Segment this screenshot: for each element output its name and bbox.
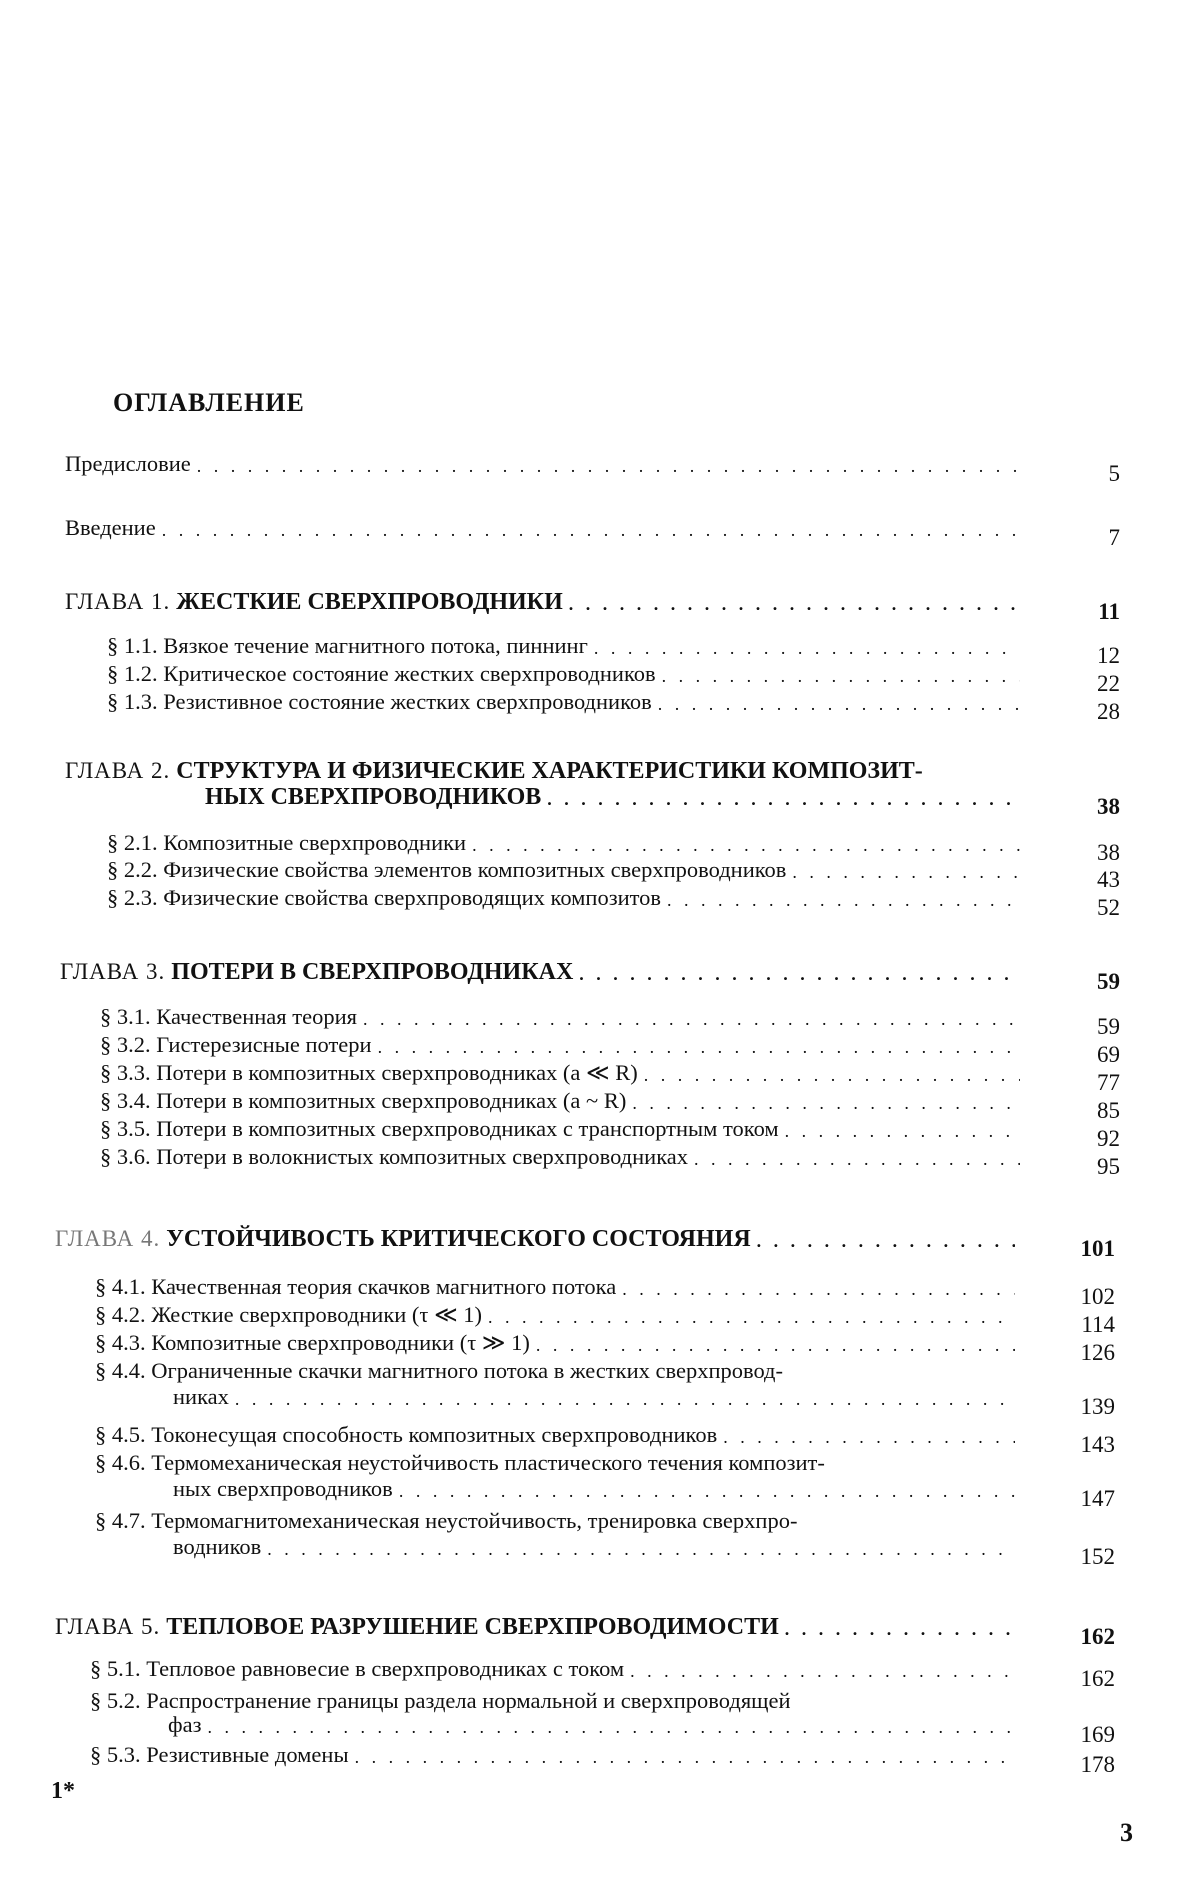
- toc-section-3-3[interactable]: [100, 1056, 1030, 1086]
- toc-section-3-1[interactable]: [100, 1000, 1030, 1030]
- page-ref: 38: [1050, 840, 1120, 866]
- toc-section-4-5[interactable]: [95, 1418, 1025, 1448]
- section-number: § 4.2.: [95, 1302, 146, 1327]
- toc-section-4-7[interactable]: [173, 1530, 1025, 1560]
- section-title: Потери в композитных сверхпроводниках (a ~ R): [156, 1088, 626, 1113]
- toc-chapter-4[interactable]: [55, 1222, 1025, 1252]
- section-title: Качественная теория скачков магнитного потока: [151, 1274, 616, 1299]
- toc-section-4-3[interactable]: [95, 1326, 1025, 1356]
- section-number: § 1.1.: [107, 633, 158, 658]
- page-ref: 5: [1050, 461, 1120, 487]
- toc-section-1-3[interactable]: [107, 685, 1030, 715]
- section-number: § 3.2.: [100, 1032, 151, 1057]
- leader-dots: [594, 637, 1020, 659]
- page-ref: 178: [1045, 1752, 1115, 1778]
- section-title: Токонесущая способность композитных сверхпроводников: [151, 1422, 717, 1447]
- leader-dots: [694, 1148, 1020, 1170]
- leader-dots: [667, 889, 1020, 911]
- page-ref: 114: [1045, 1312, 1115, 1338]
- chapter-label: ГЛАВА 1.: [65, 589, 170, 614]
- section-title: Резистивные домены: [146, 1742, 348, 1767]
- toc-section-3-5[interactable]: [100, 1112, 1030, 1142]
- page-ref: 162: [1045, 1666, 1115, 1692]
- entry-title: Предисловие: [65, 451, 191, 477]
- leader-dots: [235, 1388, 1015, 1410]
- leader-dots: [579, 963, 1020, 985]
- section-number: § 4.4.: [95, 1358, 146, 1383]
- page-ref: 69: [1050, 1042, 1120, 1068]
- section-number: § 2.2.: [107, 857, 158, 882]
- toc-chapter-3[interactable]: [60, 955, 1030, 985]
- toc-section-1-1[interactable]: [107, 629, 1030, 659]
- chapter-title-line1: СТРУКТУРА И ФИЗИЧЕСКИЕ ХАРАКТЕРИСТИКИ КОМПОЗИТ-: [176, 758, 922, 784]
- toc-section-4-6[interactable]: [173, 1472, 1025, 1502]
- page-ref: 52: [1050, 895, 1120, 921]
- chapter-title: УСТОЙЧИВОСТЬ КРИТИЧЕСКОГО СОСТОЯНИЯ: [166, 1226, 750, 1252]
- toc-section-3-4[interactable]: [100, 1084, 1030, 1114]
- page-ref: 85: [1050, 1098, 1120, 1124]
- section-number: § 3.5.: [100, 1116, 151, 1141]
- toc-section-2-1[interactable]: [107, 826, 1030, 856]
- leader-dots: [662, 665, 1020, 687]
- page-ref: 59: [1050, 969, 1120, 995]
- section-title-line1: Ограниченные скачки магнитного потока в жестких сверхпровод-: [151, 1358, 783, 1383]
- section-title-line2: водников: [173, 1534, 261, 1560]
- toc-entry-intro[interactable]: [65, 511, 1030, 541]
- page-ref: 126: [1045, 1340, 1115, 1366]
- section-title: Вязкое течение магнитного потока, пиннинг: [163, 633, 588, 658]
- leader-dots: [488, 1306, 1015, 1328]
- section-number: § 5.2.: [90, 1688, 141, 1713]
- toc-section-4-4[interactable]: [173, 1380, 1025, 1410]
- leader-dots: [630, 1660, 1015, 1682]
- leader-dots: [267, 1538, 1015, 1560]
- page-ref: 59: [1050, 1014, 1120, 1040]
- page-ref: 152: [1045, 1544, 1115, 1570]
- toc-section-2-2[interactable]: [107, 853, 1030, 883]
- section-title: Композитные сверхпроводники (τ ≫ 1): [151, 1330, 530, 1355]
- section-title: Критическое состояние жестких сверхпроводников: [163, 661, 655, 686]
- toc-section-4-1[interactable]: [95, 1270, 1025, 1300]
- section-number: § 5.3.: [90, 1742, 141, 1767]
- leader-dots: [658, 693, 1020, 715]
- section-title: Физические свойства сверхпроводящих композитов: [163, 885, 661, 910]
- section-title: Качественная теория: [156, 1004, 357, 1029]
- entry-title: Введение: [65, 515, 156, 541]
- section-number: § 5.1.: [90, 1656, 141, 1681]
- leader-dots: [162, 519, 1020, 541]
- page-ref: 7: [1050, 525, 1120, 551]
- toc-section-5-2[interactable]: [168, 1708, 1025, 1738]
- leader-dots: [207, 1716, 1015, 1738]
- toc-title: ОГЛАВЛЕНИЕ: [113, 388, 305, 418]
- chapter-label: ГЛАВА 5.: [55, 1614, 160, 1639]
- page-ref: 11: [1050, 599, 1120, 625]
- leader-dots: [785, 1618, 1015, 1640]
- page-ref: 38: [1050, 794, 1120, 820]
- leader-dots: [622, 1278, 1015, 1300]
- chapter-title-line2: НЫХ СВЕРХПРОВОДНИКОВ: [205, 784, 541, 810]
- section-number: § 4.6.: [95, 1450, 146, 1475]
- section-title: Потери в волокнистых композитных сверхпроводниках: [156, 1144, 688, 1169]
- section-title: Физические свойства элементов композитных сверхпроводников: [163, 857, 786, 882]
- section-title-line2: никах: [173, 1384, 229, 1410]
- section-number: § 3.4.: [100, 1088, 151, 1113]
- page-ref: 169: [1045, 1722, 1115, 1748]
- section-number: § 3.1.: [100, 1004, 151, 1029]
- leader-dots: [792, 861, 1020, 883]
- section-title: Гистерезисные потери: [156, 1032, 371, 1057]
- section-number: § 4.3.: [95, 1330, 146, 1355]
- section-title-line1: Термомеханическая неустойчивость пластического течения композит-: [151, 1450, 825, 1475]
- leader-dots: [197, 455, 1020, 477]
- section-title-line1: Распространение границы раздела нормальной и сверхпроводящей: [146, 1688, 790, 1713]
- leader-dots: [644, 1064, 1020, 1086]
- page-ref: 147: [1045, 1486, 1115, 1512]
- section-title: Тепловое равновесие в сверхпроводниках с током: [146, 1656, 624, 1681]
- leader-dots: [399, 1480, 1015, 1502]
- page-ref: 77: [1050, 1070, 1120, 1096]
- leader-dots: [569, 593, 1020, 615]
- section-number: § 2.3.: [107, 885, 158, 910]
- page-ref: 139: [1045, 1394, 1115, 1420]
- section-title-line2: фаз: [168, 1712, 201, 1738]
- section-title: Жесткие сверхпроводники (τ ≪ 1): [151, 1302, 482, 1327]
- page-ref: 143: [1045, 1432, 1115, 1458]
- page-ref: 43: [1050, 867, 1120, 893]
- leader-dots: [757, 1230, 1015, 1252]
- page-ref: 95: [1050, 1154, 1120, 1180]
- page-number: 3: [1120, 1818, 1133, 1848]
- page-ref: 162: [1045, 1624, 1115, 1650]
- page-ref: 22: [1050, 671, 1120, 697]
- page-ref: 102: [1045, 1284, 1115, 1310]
- leader-dots: [378, 1036, 1020, 1058]
- section-title: Потери в композитных сверхпроводниках (a ≪ R): [156, 1060, 637, 1085]
- section-title-line1: Термомагнитомеханическая неустойчивость, тренировка сверхпро-: [151, 1508, 797, 1533]
- leader-dots: [536, 1334, 1015, 1356]
- section-title: Потери в композитных сверхпроводниках с транспортным током: [156, 1116, 778, 1141]
- section-number: § 1.2.: [107, 661, 158, 686]
- section-title: Композитные сверхпроводники: [163, 830, 466, 855]
- leader-dots: [785, 1120, 1020, 1142]
- page-ref: 101: [1045, 1236, 1115, 1262]
- section-number: § 4.7.: [95, 1508, 146, 1533]
- toc-chapter-5[interactable]: [55, 1610, 1025, 1640]
- toc-section-5-3[interactable]: [90, 1738, 1025, 1768]
- section-number: § 4.5.: [95, 1422, 146, 1447]
- leader-dots: [355, 1746, 1015, 1768]
- page-ref: 92: [1050, 1126, 1120, 1152]
- section-title-line2: ных сверхпроводников: [173, 1476, 393, 1502]
- toc-entry-preface[interactable]: [65, 447, 1030, 477]
- chapter-title: ТЕПЛОВОЕ РАЗРУШЕНИЕ СВЕРХПРОВОДИМОСТИ: [166, 1614, 779, 1640]
- toc-chapter-2[interactable]: [205, 780, 1030, 810]
- toc-section-1-2[interactable]: [107, 657, 1030, 687]
- section-number: § 2.1.: [107, 830, 158, 855]
- leader-dots: [547, 788, 1020, 810]
- toc-chapter-1[interactable]: [65, 585, 1030, 615]
- leader-dots: [723, 1426, 1015, 1448]
- toc-section-3-6[interactable]: [100, 1140, 1030, 1170]
- section-title: Резистивное состояние жестких сверхпроводников: [163, 689, 652, 714]
- toc-section-3-2[interactable]: [100, 1028, 1030, 1058]
- toc-section-5-1[interactable]: [90, 1652, 1025, 1682]
- page-ref: 28: [1050, 699, 1120, 725]
- leader-dots: [632, 1092, 1020, 1114]
- chapter-label: ГЛАВА 4.: [55, 1226, 160, 1251]
- chapter-title: ПОТЕРИ В СВЕРХПРОВОДНИКАХ: [171, 959, 573, 985]
- leader-dots: [363, 1008, 1020, 1030]
- page-ref: 12: [1050, 643, 1120, 669]
- chapter-title: ЖЕСТКИЕ СВЕРХПРОВОДНИКИ: [176, 589, 562, 615]
- section-number: § 3.6.: [100, 1144, 151, 1169]
- chapter-label: ГЛАВА 3.: [60, 959, 165, 984]
- toc-section-4-2[interactable]: [95, 1298, 1025, 1328]
- section-number: § 3.3.: [100, 1060, 151, 1085]
- section-number: § 1.3.: [107, 689, 158, 714]
- chapter-label: ГЛАВА 2.: [65, 758, 170, 783]
- section-number: § 4.1.: [95, 1274, 146, 1299]
- signature-mark: 1*: [51, 1778, 75, 1805]
- toc-section-2-3[interactable]: [107, 881, 1030, 911]
